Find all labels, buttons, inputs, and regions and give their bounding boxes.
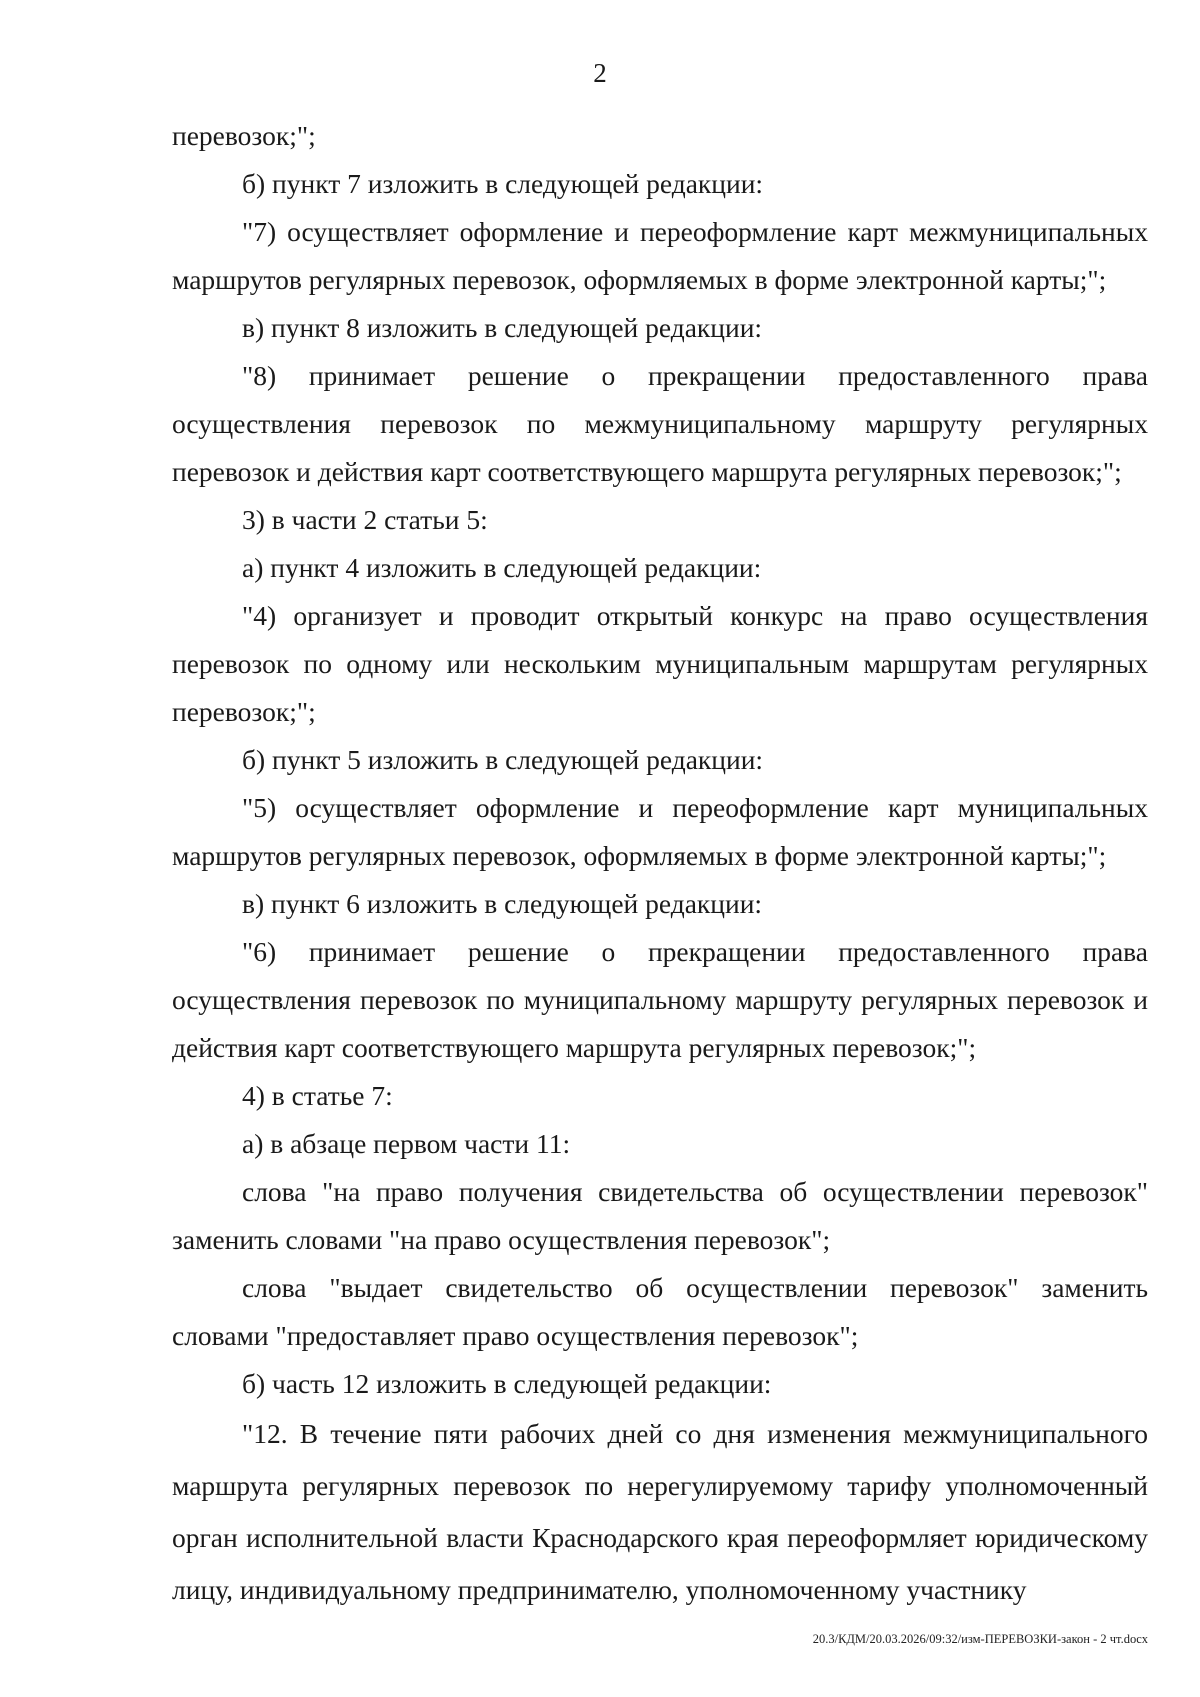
paragraph: в) пункт 8 изложить в следующей редакции: (242, 312, 763, 343)
paragraph: "6) принимает решение о прекращении предоставленного права осуществления перевозок по муниципальному маршруту регулярных перевозок и действия карт соответствующего маршрута регулярных перевозок;"; (172, 936, 1148, 1063)
paragraph: а) в абзаце первом части 11: (242, 1128, 571, 1159)
footer-file-info: 20.3/КДМ/20.03.2026/09:32/изм-ПЕРЕВОЗКИ-закон - 2 чт.docx (812, 1632, 1148, 1646)
paragraph: б) пункт 5 изложить в следующей редакции: (242, 744, 764, 775)
paragraph: "8) принимает решение о прекращении предоставленного права осуществления перевозок по межмуниципальному маршруту регулярных перевозок и действия карт соответствующего маршрута регулярных перевозок;"; (172, 360, 1148, 487)
document-body (172, 112, 1148, 1616)
paragraph: 4) в статье 7: (242, 1080, 393, 1111)
paragraph: б) пункт 7 изложить в следующей редакции: (242, 168, 764, 199)
paragraph: 3) в части 2 статьи 5: (242, 504, 488, 535)
paragraph: "7) осуществляет оформление и переоформление карт межмуниципальных маршрутов регулярных перевозок, оформляемых в форме электронной карты;"; (172, 216, 1148, 295)
paragraph: "12. В течение пяти рабочих дней со дня изменения межмуниципального маршрута регулярных перевозок по нерегулируемому тарифу уполномоченный орган исполнительной власти Краснодарского края переоформляет юридическому лицу, индивидуальному предпринимателю, уполномоченному участнику (172, 1418, 1148, 1605)
paragraph: а) пункт 4 изложить в следующей редакции: (242, 552, 762, 583)
paragraph: слова "на право получения свидетельства об осуществлении перевозок" заменить словами "на право осуществления перевозок"; (172, 1176, 1148, 1255)
paragraph: перевозок;"; (172, 120, 316, 151)
paragraph: в) пункт 6 изложить в следующей редакции: (242, 888, 763, 919)
paragraph: "5) осуществляет оформление и переоформление карт муниципальных маршрутов регулярных перевозок, оформляемых в форме электронной карты;"; (172, 792, 1148, 871)
paragraph: "4) организует и проводит открытый конкурс на право осуществления перевозок по одному или нескольким муниципальным маршрутам регулярных перевозок;"; (172, 600, 1148, 727)
paragraph: слова "выдает свидетельство об осуществлении перевозок" заменить словами "предоставляет право осуществления перевозок"; (172, 1272, 1148, 1351)
paragraph: б) часть 12 изложить в следующей редакции: (242, 1368, 772, 1399)
page-number: 2 (593, 58, 607, 88)
